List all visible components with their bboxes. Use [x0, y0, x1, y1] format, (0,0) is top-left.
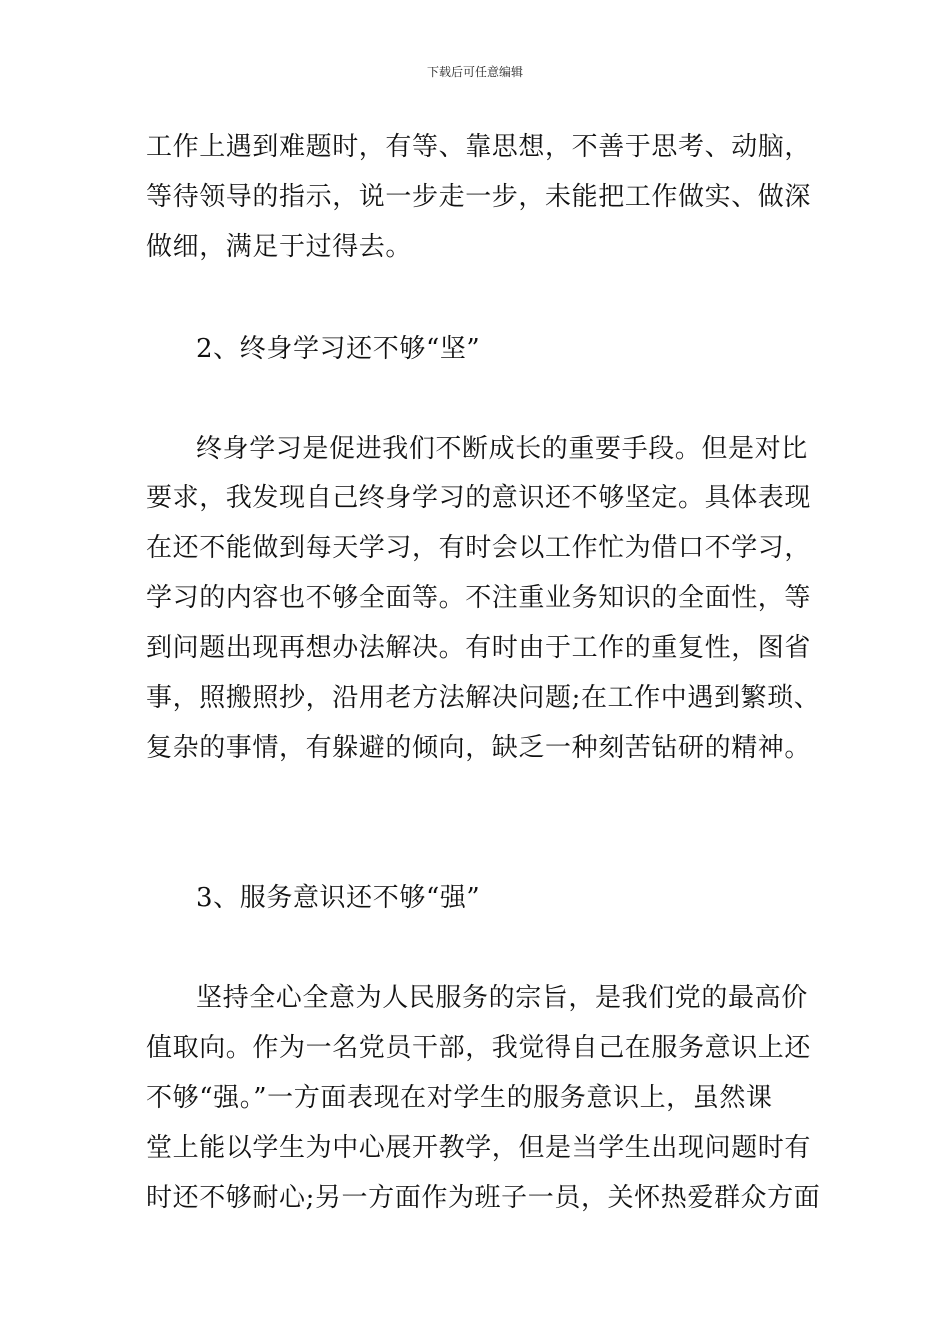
paragraph-line: 时还不够耐心;另一方面作为班子一员，关怀热爱群众方面 [146, 1183, 821, 1213]
paragraph-line: 学习的内容也不够全面等。不注重业务知识的全面性，等 [146, 583, 812, 613]
paragraph-line: 等待领导的指示，说一步走一步，未能把工作做实、做深 [146, 182, 812, 212]
paragraph-line: 堂上能以学生为中心展开教学，但是当学生出现问题时有 [146, 1133, 812, 1163]
paragraph-line: 值取向。作为一名党员干部，我觉得自己在服务意识上还 [146, 1033, 812, 1063]
paragraph-line: 到问题出现再想办法解决。有时由于工作的重复性，图省 [146, 633, 812, 663]
page-header-note: 下载后可任意编辑 [426, 65, 523, 79]
paragraph-line: 工作上遇到难题时，有等、靠思想，不善于思考、动脑， [146, 132, 812, 162]
paragraph-line: 做细，满足于过得去。 [146, 232, 413, 262]
paragraph-line: 要求，我发现自己终身学习的意识还不够坚定。具体表现 [146, 483, 812, 513]
section-heading: 2、终身学习还不够“坚” [196, 334, 481, 364]
paragraph-line: 不够“强。”一方面表现在对学生的服务意识上，虽然课 [146, 1083, 773, 1113]
paragraph-line: 复杂的事情，有躲避的倾向，缺乏一种刻苦钻研的精神。 [146, 733, 812, 763]
paragraph-line: 终身学习是促进我们不断成长的重要手段。但是对比 [196, 434, 808, 464]
paragraph-line: 事，照搬照抄，沿用老方法解决问题;在工作中遇到繁琐、 [146, 683, 821, 713]
paragraph-line: 坚持全心全意为人民服务的宗旨，是我们党的最高价 [196, 983, 808, 1013]
section-heading: 3、服务意识还不够“强” [196, 883, 481, 913]
paragraph-line: 在还不能做到每天学习，有时会以工作忙为借口不学习， [146, 533, 812, 563]
